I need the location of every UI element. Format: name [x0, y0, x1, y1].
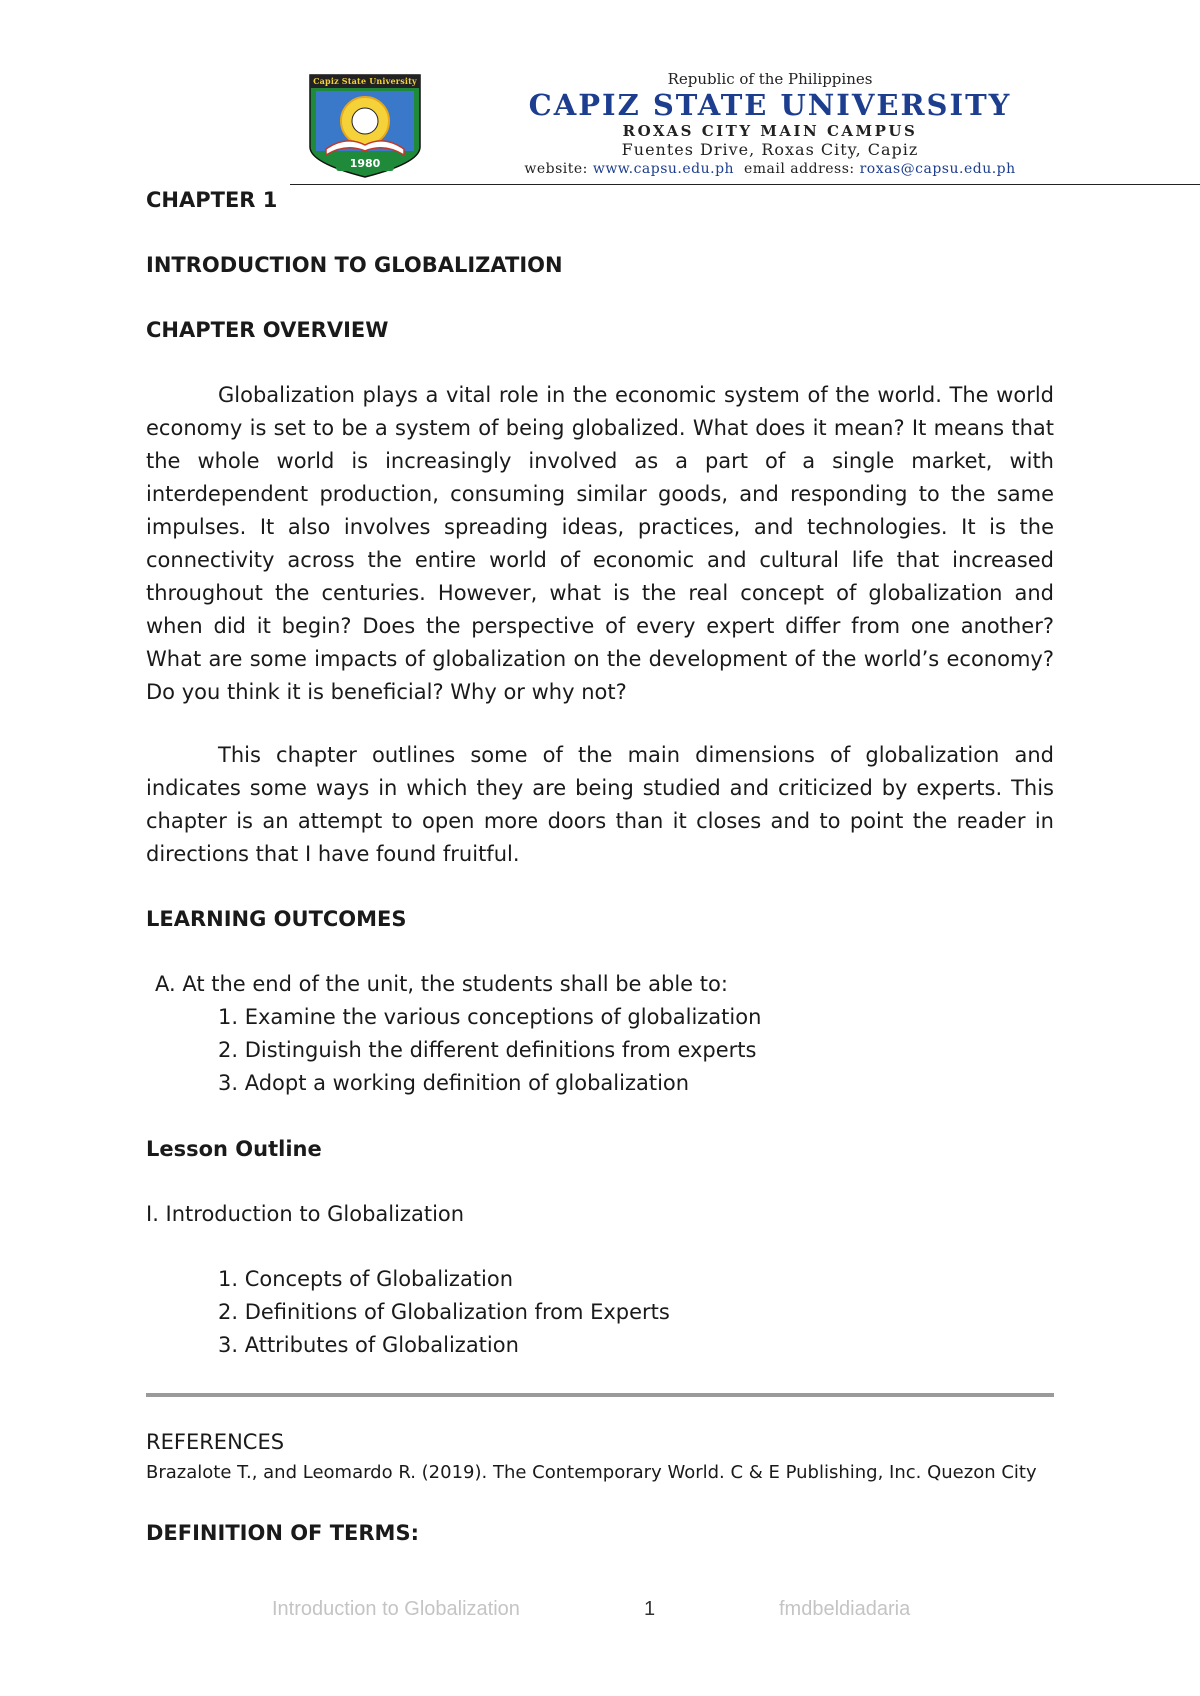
campus-address: Fuentes Drive, Roxas City, Capiz: [621, 140, 919, 159]
outcomes-intro: A. At the end of the unit, the students shall be able to:: [155, 972, 728, 996]
contact-line: [470, 160, 1070, 178]
republic-line: Republic of the Philippines: [667, 70, 873, 88]
website-link[interactable]: www.capsu.edu.ph: [592, 161, 735, 177]
email-label: email address:: [743, 161, 855, 177]
chapter-title: INTRODUCTION TO GLOBALIZATION: [146, 253, 563, 277]
page-number: 1: [644, 1598, 656, 1620]
logo-year: 1980: [349, 157, 381, 170]
campus-name: ROXAS CITY MAIN CAMPUS: [622, 122, 918, 140]
lesson-outline-heading: Lesson Outline: [146, 1137, 322, 1161]
footer-author: fmdbeldiadaria: [779, 1598, 911, 1620]
section-divider: [146, 1393, 1054, 1397]
definition-of-terms-heading: DEFINITION OF TERMS:: [146, 1521, 419, 1545]
list-item: 1. Concepts of Globalization: [218, 1267, 514, 1291]
references-heading: REFERENCES: [146, 1430, 285, 1454]
reference-entry: Brazalote T., and Leomardo R. (2019). The Contemporary World. C & E Publishing, Inc. Quezon City: [146, 1462, 1037, 1483]
overview-paragraph-2: This chapter outlines some of the main dimensions of globalization and indicates some ways in which they are being studied and criticized by experts. This chapter is an attempt to open more doors than it closes and to point the reader in directions that I have found fruitful.: [146, 743, 1054, 866]
overview-heading: CHAPTER OVERVIEW: [146, 318, 389, 342]
list-item: 3. Attributes of Globalization: [218, 1333, 519, 1357]
logo-banner-text: Capiz State University: [313, 76, 417, 86]
lesson-section: I. Introduction to Globalization: [146, 1202, 465, 1226]
university-name: CAPIZ STATE UNIVERSITY: [528, 88, 1012, 122]
list-item: 2. Distinguish the different definitions from experts: [218, 1038, 757, 1062]
email-link[interactable]: roxas@capsu.edu.ph: [859, 161, 1016, 177]
list-item: 1. Examine the various conceptions of globalization: [218, 1005, 762, 1029]
university-header: [470, 70, 1070, 178]
website-label: website:: [524, 161, 588, 177]
list-item: 2. Definitions of Globalization from Experts: [218, 1300, 670, 1324]
footer-title: Introduction to Globalization: [272, 1598, 520, 1620]
outcomes-heading: LEARNING OUTCOMES: [146, 907, 407, 931]
lesson-items: [146, 1263, 1054, 1362]
overview-paragraph-1: Globalization plays a vital role in the economic system of the world. The world economy is set to be a system of being globalized. What does it mean? It means that the whole world is increasingly involved as a part of a single market, with interdependent production, consuming similar goods, and responding to the same impulses. It also involves spreading ideas, practices, and technologies. It is the connectivity across the entire world of economic and cultural life that increased throughout the centuries. However, what is the real concept of globalization and when did it begin? Does the perspective of every expert differ from one another? What are some impacts of globalization on the development of the world’s economy? Do you think it is beneficial? Why or why not?: [146, 383, 1054, 704]
chapter-number: CHAPTER 1: [146, 188, 278, 212]
list-item: 3. Adopt a working definition of globalization: [218, 1071, 690, 1095]
outcomes-list: [146, 968, 1054, 1100]
